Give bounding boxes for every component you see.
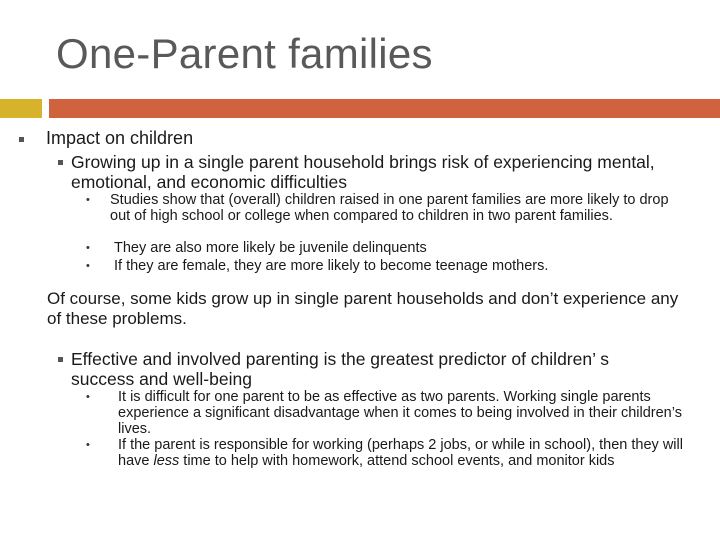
accent-bar-gold — [0, 99, 42, 118]
slide-title: One-Parent families — [56, 30, 433, 77]
note-text: Of course, some kids grow up in single parent households and don’t experience any of these problems. — [47, 289, 679, 328]
point1-sub-3: If they are female, they are more likely to become teenage mothers. — [114, 258, 549, 274]
point2-sub-2-after: time to help with homework, attend school events, and monitor kids — [179, 453, 615, 469]
sub-bullet: • — [86, 439, 90, 451]
level2-bullet — [58, 357, 63, 362]
point2-sub-2 — [118, 437, 690, 469]
point2-sub-2-before: If the parent is responsible for working (perhaps 2 jobs, or while in school), then they will have — [118, 437, 683, 469]
sub-bullet: • — [86, 391, 90, 403]
point2-text: Effective and involved parenting is the greatest predictor of children’ s success and well-being — [71, 349, 609, 389]
sub-bullet: • — [86, 194, 90, 206]
point1-sub-1: Studies show that (overall) children raised in one parent families are more likely to drop out of high school or college when compared to children in two parent families. — [110, 192, 669, 224]
point2-sub-1: It is difficult for one parent to be as effective as two parents. Working single parents experience a significant disadvantage when it comes to being involved in their children’s lives. — [118, 389, 682, 437]
impact-heading: Impact on children — [46, 128, 194, 148]
accent-bar-orange — [49, 99, 720, 118]
level1-bullet — [19, 137, 24, 142]
sub-bullet: • — [86, 260, 90, 272]
sub-bullet: • — [86, 242, 90, 254]
level2-bullet — [58, 160, 63, 165]
point1-text: Growing up in a single parent household brings risk of experiencing mental, emotional, and economic difficulties — [71, 152, 655, 192]
point1-sub-2: They are also more likely be juvenile delinquents — [114, 240, 427, 256]
point2-sub-2-emphasis: less — [153, 453, 180, 469]
